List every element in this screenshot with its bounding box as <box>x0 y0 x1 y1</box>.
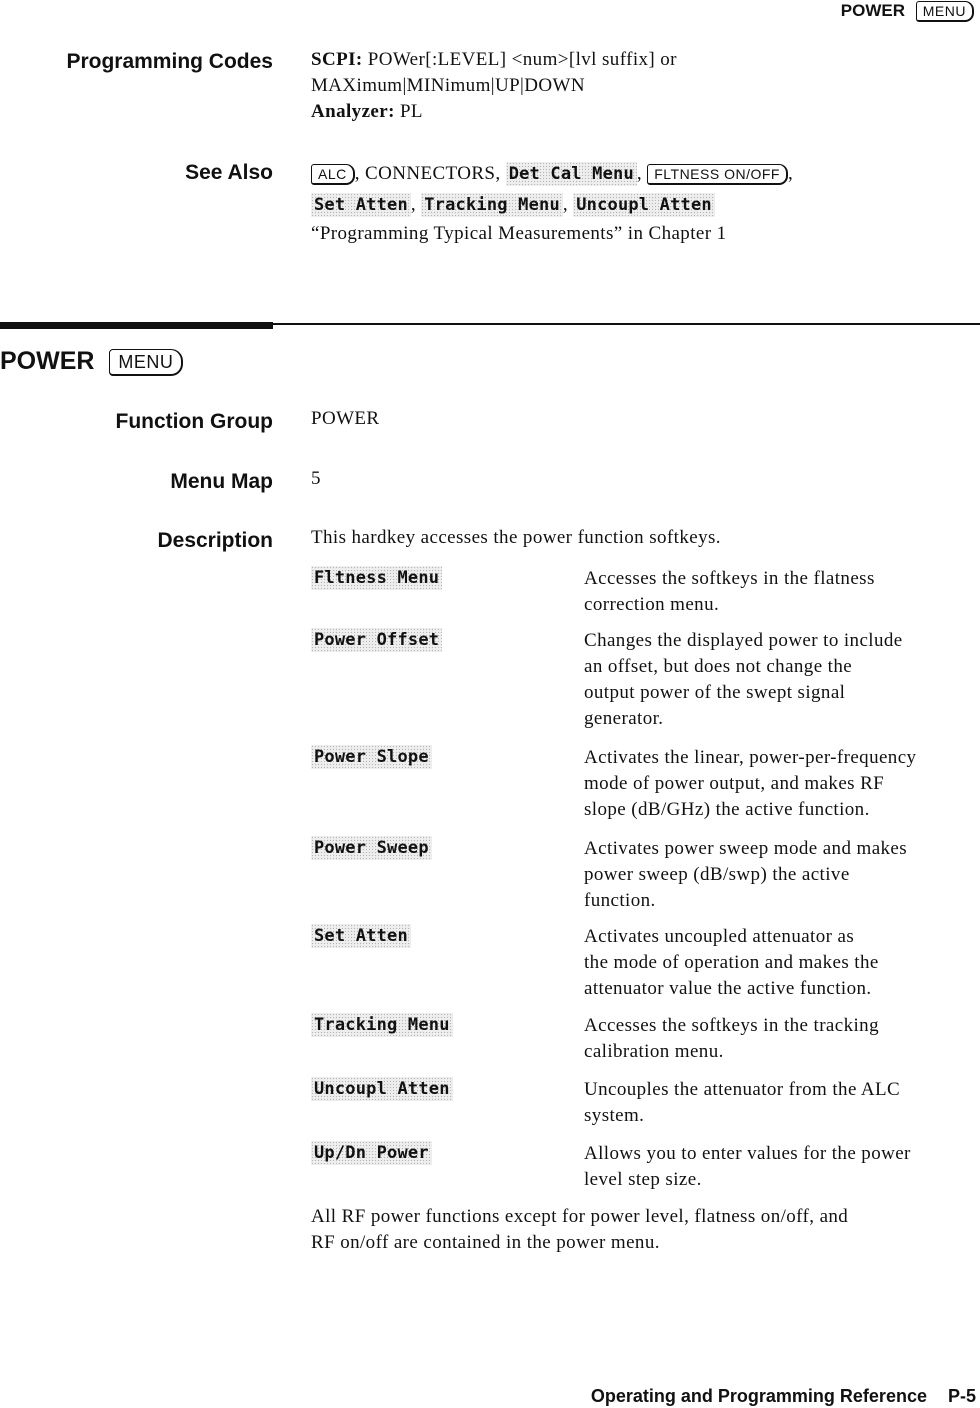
tracking-menu-softkey: Tracking Menu <box>421 193 563 217</box>
list-item-description <box>584 628 980 732</box>
description-line: function. <box>584 890 656 911</box>
description-line: system. <box>584 1105 645 1126</box>
running-header <box>841 0 974 22</box>
description-line: mode of power output, and makes RF <box>584 773 885 794</box>
analyzer-value: PL <box>399 101 423 122</box>
list-item-description <box>584 836 980 914</box>
section-divider-thin <box>273 323 980 325</box>
alc-hardkey-icon: ALC <box>311 164 355 185</box>
closing-line-2: RF on/off are contained in the power menu. <box>311 1232 660 1253</box>
description-line: correction menu. <box>584 594 720 615</box>
menu-map-label: Menu Map <box>170 470 273 493</box>
description-line: generator. <box>584 708 664 729</box>
fltness-menu-softkey: Fltness Menu <box>311 566 442 590</box>
page-footer <box>591 1385 976 1407</box>
analyzer-line <box>311 99 961 125</box>
description-line: attenuator value the active function. <box>584 978 872 999</box>
description-line: Activates uncoupled attenuator as <box>584 926 855 947</box>
section-title <box>0 344 183 378</box>
connectors-text: , CONNECTORS, <box>354 163 501 184</box>
description-label: Description <box>157 529 273 552</box>
see-also-comma-2: , <box>787 163 794 184</box>
description-line: Accesses the softkeys in the tracking <box>584 1015 879 1036</box>
list-item-description <box>584 1077 980 1129</box>
list-item-description <box>584 745 980 823</box>
power-sweep-softkey: Power Sweep <box>311 836 432 860</box>
section-divider-thick <box>0 322 273 329</box>
see-also-comma-3: , <box>410 194 417 215</box>
description-line: an offset, but does not change the <box>584 656 853 677</box>
scpi-label: SCPI: <box>311 49 363 70</box>
menu-hardkey-icon: MENU <box>916 1 974 22</box>
det-cal-menu-softkey: Det Cal Menu <box>506 162 637 186</box>
description-line: Uncouples the attenuator from the ALC <box>584 1079 901 1100</box>
description-line: Activates power sweep mode and makes <box>584 838 908 859</box>
closing-line-1: All RF power functions except for power level, flatness on/off, and <box>311 1206 849 1227</box>
section-title-text: POWER <box>0 347 95 375</box>
see-also-content <box>311 159 971 247</box>
power-slope-softkey: Power Slope <box>311 745 432 769</box>
running-header-title: POWER <box>840 1 906 20</box>
description-line: Allows you to enter values for the power <box>584 1143 911 1164</box>
list-item-description <box>584 1141 980 1193</box>
function-group-value: POWER <box>311 408 380 429</box>
scpi-line-2: MAXimum|MINimum|UP|DOWN <box>311 75 585 96</box>
description-intro: This hardkey accesses the power function softkeys. <box>311 527 721 548</box>
page-number: P-5 <box>947 1386 976 1406</box>
list-item-description <box>584 924 980 1002</box>
tracking-menu-softkey: Tracking Menu <box>311 1013 453 1037</box>
see-also-comma-4: , <box>562 194 569 215</box>
description-closing <box>311 1204 971 1256</box>
analyzer-label: Analyzer: <box>311 101 395 122</box>
power-offset-softkey: Power Offset <box>311 628 442 652</box>
function-group-label: Function Group <box>115 410 273 433</box>
list-item-description <box>584 566 980 618</box>
description-line: the mode of operation and makes the <box>584 952 879 973</box>
see-also-label: See Also <box>185 161 273 184</box>
description-line: power sweep (dB/swp) the active <box>584 864 850 885</box>
scpi-command: POWer[:LEVEL] <num>[lvl suffix] or <box>367 49 677 70</box>
set-atten-softkey: Set Atten <box>311 193 411 217</box>
footer-text: Operating and Programming Reference <box>590 1386 927 1406</box>
description-line: level step size. <box>584 1169 702 1190</box>
uncoupl-atten-softkey: Uncoupl Atten <box>573 193 715 217</box>
description-line: slope (dB/GHz) the active function. <box>584 799 870 820</box>
set-atten-softkey: Set Atten <box>311 924 411 948</box>
programming-codes-content <box>311 47 961 125</box>
scpi-line-1 <box>311 47 961 73</box>
see-also-comma-1: , <box>636 163 643 184</box>
description-line: output power of the swept signal <box>584 682 846 703</box>
fltness-hardkey-icon: FLTNESS ON/OFF <box>647 164 788 185</box>
see-also-line-2 <box>311 189 971 221</box>
description-line: calibration menu. <box>584 1041 724 1062</box>
see-also-line-1 <box>311 159 971 189</box>
programming-codes-label: Programming Codes <box>66 50 273 73</box>
uncoupl-atten-softkey: Uncoupl Atten <box>311 1077 453 1101</box>
description-line: Accesses the softkeys in the flatness <box>584 568 875 589</box>
description-line: Changes the displayed power to include <box>584 630 903 651</box>
description-line: Activates the linear, power-per-frequency <box>584 747 917 768</box>
menu-map-value: 5 <box>311 468 321 489</box>
up-dn-power-softkey: Up/Dn Power <box>311 1141 432 1165</box>
see-also-reference: “Programming Typical Measurements” in Chapter 1 <box>311 223 727 244</box>
list-item-description <box>584 1013 980 1065</box>
section-menu-hardkey-icon: MENU <box>109 349 183 376</box>
